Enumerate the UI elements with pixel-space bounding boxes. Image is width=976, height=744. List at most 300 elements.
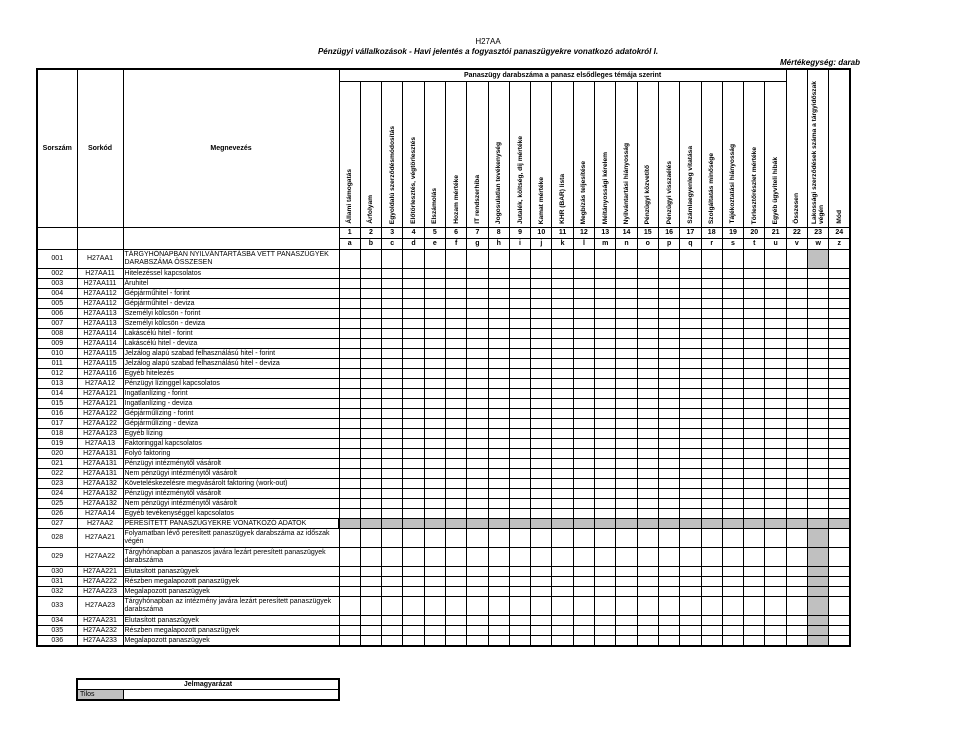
data-cell[interactable] <box>658 616 679 626</box>
data-cell[interactable] <box>509 389 530 399</box>
data-cell[interactable] <box>445 479 466 489</box>
data-cell[interactable] <box>467 349 488 359</box>
data-cell[interactable] <box>808 399 829 409</box>
data-cell[interactable] <box>808 319 829 329</box>
data-cell[interactable] <box>360 479 381 489</box>
data-cell[interactable] <box>680 509 701 519</box>
data-cell[interactable] <box>658 509 679 519</box>
data-cell[interactable] <box>616 548 637 567</box>
data-cell[interactable] <box>424 409 445 419</box>
data-cell[interactable] <box>765 319 786 329</box>
data-cell[interactable] <box>467 509 488 519</box>
data-cell[interactable] <box>595 289 616 299</box>
data-cell[interactable] <box>445 519 466 529</box>
data-cell[interactable] <box>424 269 445 279</box>
data-cell[interactable] <box>339 597 360 616</box>
data-cell[interactable] <box>701 289 722 299</box>
data-cell[interactable] <box>552 489 573 499</box>
data-cell[interactable] <box>744 509 765 519</box>
data-cell[interactable] <box>552 339 573 349</box>
data-cell[interactable] <box>531 519 552 529</box>
data-cell[interactable] <box>616 379 637 389</box>
data-cell[interactable] <box>403 519 424 529</box>
data-cell[interactable] <box>360 369 381 379</box>
data-cell[interactable] <box>552 369 573 379</box>
data-cell[interactable] <box>552 479 573 489</box>
data-cell[interactable] <box>360 250 381 269</box>
data-cell[interactable] <box>424 309 445 319</box>
data-cell[interactable] <box>382 369 403 379</box>
data-cell[interactable] <box>722 369 743 379</box>
data-cell[interactable] <box>360 359 381 369</box>
data-cell[interactable] <box>360 379 381 389</box>
data-cell[interactable] <box>658 529 679 548</box>
data-cell[interactable] <box>744 567 765 577</box>
data-cell[interactable] <box>744 379 765 389</box>
data-cell[interactable] <box>382 379 403 389</box>
data-cell[interactable] <box>829 489 850 499</box>
data-cell[interactable] <box>382 399 403 409</box>
data-cell[interactable] <box>808 567 829 577</box>
data-cell[interactable] <box>616 439 637 449</box>
data-cell[interactable] <box>360 529 381 548</box>
data-cell[interactable] <box>382 359 403 369</box>
data-cell[interactable] <box>509 459 530 469</box>
data-cell[interactable] <box>722 449 743 459</box>
data-cell[interactable] <box>637 269 658 279</box>
data-cell[interactable] <box>360 519 381 529</box>
data-cell[interactable] <box>467 369 488 379</box>
data-cell[interactable] <box>765 309 786 319</box>
data-cell[interactable] <box>339 319 360 329</box>
data-cell[interactable] <box>531 449 552 459</box>
data-cell[interactable] <box>744 339 765 349</box>
data-cell[interactable] <box>488 577 509 587</box>
data-cell[interactable] <box>552 389 573 399</box>
data-cell[interactable] <box>424 299 445 309</box>
data-cell[interactable] <box>488 509 509 519</box>
data-cell[interactable] <box>360 269 381 279</box>
data-cell[interactable] <box>424 289 445 299</box>
data-cell[interactable] <box>701 379 722 389</box>
data-cell[interactable] <box>786 289 807 299</box>
data-cell[interactable] <box>424 567 445 577</box>
data-cell[interactable] <box>829 597 850 616</box>
data-cell[interactable] <box>360 339 381 349</box>
data-cell[interactable] <box>467 616 488 626</box>
data-cell[interactable] <box>680 548 701 567</box>
data-cell[interactable] <box>701 626 722 636</box>
data-cell[interactable] <box>722 469 743 479</box>
data-cell[interactable] <box>445 359 466 369</box>
data-cell[interactable] <box>403 597 424 616</box>
data-cell[interactable] <box>744 439 765 449</box>
data-cell[interactable] <box>573 369 594 379</box>
data-cell[interactable] <box>701 469 722 479</box>
data-cell[interactable] <box>829 409 850 419</box>
data-cell[interactable] <box>744 419 765 429</box>
data-cell[interactable] <box>808 359 829 369</box>
data-cell[interactable] <box>744 369 765 379</box>
data-cell[interactable] <box>360 389 381 399</box>
data-cell[interactable] <box>616 339 637 349</box>
data-cell[interactable] <box>701 409 722 419</box>
data-cell[interactable] <box>403 469 424 479</box>
data-cell[interactable] <box>509 597 530 616</box>
data-cell[interactable] <box>701 329 722 339</box>
data-cell[interactable] <box>637 636 658 647</box>
data-cell[interactable] <box>680 479 701 489</box>
data-cell[interactable] <box>339 339 360 349</box>
data-cell[interactable] <box>339 567 360 577</box>
data-cell[interactable] <box>339 269 360 279</box>
data-cell[interactable] <box>701 548 722 567</box>
data-cell[interactable] <box>509 409 530 419</box>
data-cell[interactable] <box>786 309 807 319</box>
data-cell[interactable] <box>701 597 722 616</box>
data-cell[interactable] <box>424 519 445 529</box>
data-cell[interactable] <box>829 469 850 479</box>
data-cell[interactable] <box>680 319 701 329</box>
data-cell[interactable] <box>765 567 786 577</box>
data-cell[interactable] <box>382 519 403 529</box>
data-cell[interactable] <box>552 499 573 509</box>
data-cell[interactable] <box>637 459 658 469</box>
data-cell[interactable] <box>509 429 530 439</box>
data-cell[interactable] <box>595 499 616 509</box>
data-cell[interactable] <box>637 469 658 479</box>
data-cell[interactable] <box>701 587 722 597</box>
data-cell[interactable] <box>595 339 616 349</box>
data-cell[interactable] <box>829 309 850 319</box>
data-cell[interactable] <box>744 626 765 636</box>
data-cell[interactable] <box>467 587 488 597</box>
data-cell[interactable] <box>680 567 701 577</box>
data-cell[interactable] <box>531 597 552 616</box>
data-cell[interactable] <box>509 339 530 349</box>
data-cell[interactable] <box>339 449 360 459</box>
data-cell[interactable] <box>339 489 360 499</box>
data-cell[interactable] <box>424 349 445 359</box>
data-cell[interactable] <box>403 369 424 379</box>
data-cell[interactable] <box>786 250 807 269</box>
data-cell[interactable] <box>339 359 360 369</box>
data-cell[interactable] <box>382 636 403 647</box>
data-cell[interactable] <box>573 449 594 459</box>
data-cell[interactable] <box>808 309 829 319</box>
data-cell[interactable] <box>701 369 722 379</box>
data-cell[interactable] <box>744 359 765 369</box>
data-cell[interactable] <box>765 616 786 626</box>
data-cell[interactable] <box>829 449 850 459</box>
data-cell[interactable] <box>488 309 509 319</box>
data-cell[interactable] <box>701 250 722 269</box>
data-cell[interactable] <box>744 479 765 489</box>
data-cell[interactable] <box>360 587 381 597</box>
data-cell[interactable] <box>467 289 488 299</box>
data-cell[interactable] <box>573 439 594 449</box>
data-cell[interactable] <box>488 409 509 419</box>
data-cell[interactable] <box>765 349 786 359</box>
data-cell[interactable] <box>637 349 658 359</box>
data-cell[interactable] <box>573 319 594 329</box>
data-cell[interactable] <box>765 250 786 269</box>
data-cell[interactable] <box>467 409 488 419</box>
data-cell[interactable] <box>445 419 466 429</box>
data-cell[interactable] <box>339 429 360 439</box>
data-cell[interactable] <box>360 509 381 519</box>
data-cell[interactable] <box>573 279 594 289</box>
data-cell[interactable] <box>808 469 829 479</box>
data-cell[interactable] <box>382 389 403 399</box>
data-cell[interactable] <box>637 548 658 567</box>
data-cell[interactable] <box>360 309 381 319</box>
data-cell[interactable] <box>573 636 594 647</box>
data-cell[interactable] <box>722 587 743 597</box>
data-cell[interactable] <box>786 349 807 359</box>
data-cell[interactable] <box>616 419 637 429</box>
data-cell[interactable] <box>765 469 786 479</box>
data-cell[interactable] <box>339 459 360 469</box>
data-cell[interactable] <box>701 489 722 499</box>
data-cell[interactable] <box>786 409 807 419</box>
data-cell[interactable] <box>403 299 424 309</box>
data-cell[interactable] <box>595 379 616 389</box>
data-cell[interactable] <box>722 349 743 359</box>
data-cell[interactable] <box>595 409 616 419</box>
data-cell[interactable] <box>531 429 552 439</box>
data-cell[interactable] <box>722 616 743 626</box>
data-cell[interactable] <box>467 459 488 469</box>
data-cell[interactable] <box>424 319 445 329</box>
data-cell[interactable] <box>339 439 360 449</box>
data-cell[interactable] <box>808 289 829 299</box>
data-cell[interactable] <box>488 489 509 499</box>
data-cell[interactable] <box>658 389 679 399</box>
data-cell[interactable] <box>595 469 616 479</box>
data-cell[interactable] <box>786 379 807 389</box>
data-cell[interactable] <box>744 587 765 597</box>
data-cell[interactable] <box>573 309 594 319</box>
data-cell[interactable] <box>786 499 807 509</box>
data-cell[interactable] <box>445 529 466 548</box>
data-cell[interactable] <box>808 250 829 269</box>
data-cell[interactable] <box>680 626 701 636</box>
data-cell[interactable] <box>701 519 722 529</box>
data-cell[interactable] <box>552 636 573 647</box>
data-cell[interactable] <box>786 429 807 439</box>
data-cell[interactable] <box>424 279 445 289</box>
data-cell[interactable] <box>573 597 594 616</box>
data-cell[interactable] <box>595 577 616 587</box>
data-cell[interactable] <box>658 279 679 289</box>
data-cell[interactable] <box>829 419 850 429</box>
data-cell[interactable] <box>786 299 807 309</box>
data-cell[interactable] <box>424 419 445 429</box>
data-cell[interactable] <box>424 489 445 499</box>
data-cell[interactable] <box>360 409 381 419</box>
data-cell[interactable] <box>360 469 381 479</box>
data-cell[interactable] <box>509 419 530 429</box>
data-cell[interactable] <box>445 548 466 567</box>
data-cell[interactable] <box>360 577 381 587</box>
data-cell[interactable] <box>509 299 530 309</box>
data-cell[interactable] <box>722 509 743 519</box>
data-cell[interactable] <box>509 309 530 319</box>
data-cell[interactable] <box>488 369 509 379</box>
data-cell[interactable] <box>403 509 424 519</box>
data-cell[interactable] <box>595 626 616 636</box>
data-cell[interactable] <box>680 459 701 469</box>
data-cell[interactable] <box>403 567 424 577</box>
data-cell[interactable] <box>680 577 701 587</box>
data-cell[interactable] <box>488 548 509 567</box>
data-cell[interactable] <box>424 379 445 389</box>
data-cell[interactable] <box>509 567 530 577</box>
data-cell[interactable] <box>403 479 424 489</box>
data-cell[interactable] <box>722 636 743 647</box>
data-cell[interactable] <box>509 529 530 548</box>
data-cell[interactable] <box>382 439 403 449</box>
data-cell[interactable] <box>360 289 381 299</box>
data-cell[interactable] <box>616 587 637 597</box>
data-cell[interactable] <box>808 519 829 529</box>
data-cell[interactable] <box>658 479 679 489</box>
data-cell[interactable] <box>573 577 594 587</box>
data-cell[interactable] <box>765 419 786 429</box>
data-cell[interactable] <box>701 319 722 329</box>
data-cell[interactable] <box>488 616 509 626</box>
data-cell[interactable] <box>488 359 509 369</box>
data-cell[interactable] <box>595 597 616 616</box>
data-cell[interactable] <box>744 469 765 479</box>
data-cell[interactable] <box>765 329 786 339</box>
data-cell[interactable] <box>765 439 786 449</box>
data-cell[interactable] <box>658 587 679 597</box>
data-cell[interactable] <box>552 299 573 309</box>
data-cell[interactable] <box>360 349 381 359</box>
data-cell[interactable] <box>701 359 722 369</box>
data-cell[interactable] <box>637 479 658 489</box>
data-cell[interactable] <box>786 439 807 449</box>
data-cell[interactable] <box>382 587 403 597</box>
data-cell[interactable] <box>658 577 679 587</box>
data-cell[interactable] <box>403 419 424 429</box>
data-cell[interactable] <box>680 399 701 409</box>
data-cell[interactable] <box>595 279 616 289</box>
data-cell[interactable] <box>531 469 552 479</box>
data-cell[interactable] <box>445 567 466 577</box>
data-cell[interactable] <box>829 329 850 339</box>
data-cell[interactable] <box>829 299 850 309</box>
data-cell[interactable] <box>765 479 786 489</box>
data-cell[interactable] <box>445 299 466 309</box>
data-cell[interactable] <box>658 626 679 636</box>
data-cell[interactable] <box>552 279 573 289</box>
data-cell[interactable] <box>658 459 679 469</box>
data-cell[interactable] <box>552 567 573 577</box>
data-cell[interactable] <box>808 548 829 567</box>
data-cell[interactable] <box>488 479 509 489</box>
data-cell[interactable] <box>829 567 850 577</box>
data-cell[interactable] <box>701 399 722 409</box>
data-cell[interactable] <box>637 319 658 329</box>
data-cell[interactable] <box>808 489 829 499</box>
data-cell[interactable] <box>552 309 573 319</box>
data-cell[interactable] <box>680 339 701 349</box>
data-cell[interactable] <box>531 499 552 509</box>
data-cell[interactable] <box>531 587 552 597</box>
data-cell[interactable] <box>424 479 445 489</box>
data-cell[interactable] <box>488 519 509 529</box>
data-cell[interactable] <box>701 269 722 279</box>
data-cell[interactable] <box>765 409 786 419</box>
data-cell[interactable] <box>722 626 743 636</box>
data-cell[interactable] <box>488 319 509 329</box>
data-cell[interactable] <box>488 449 509 459</box>
data-cell[interactable] <box>829 319 850 329</box>
data-cell[interactable] <box>701 309 722 319</box>
data-cell[interactable] <box>531 279 552 289</box>
data-cell[interactable] <box>531 577 552 587</box>
data-cell[interactable] <box>722 309 743 319</box>
data-cell[interactable] <box>680 489 701 499</box>
data-cell[interactable] <box>488 567 509 577</box>
data-cell[interactable] <box>658 289 679 299</box>
data-cell[interactable] <box>658 319 679 329</box>
data-cell[interactable] <box>744 309 765 319</box>
data-cell[interactable] <box>829 349 850 359</box>
data-cell[interactable] <box>786 489 807 499</box>
data-cell[interactable] <box>786 399 807 409</box>
data-cell[interactable] <box>445 577 466 587</box>
data-cell[interactable] <box>808 369 829 379</box>
data-cell[interactable] <box>573 379 594 389</box>
data-cell[interactable] <box>531 319 552 329</box>
data-cell[interactable] <box>680 449 701 459</box>
data-cell[interactable] <box>637 359 658 369</box>
data-cell[interactable] <box>445 279 466 289</box>
data-cell[interactable] <box>637 419 658 429</box>
data-cell[interactable] <box>701 499 722 509</box>
data-cell[interactable] <box>765 577 786 587</box>
data-cell[interactable] <box>382 299 403 309</box>
data-cell[interactable] <box>595 459 616 469</box>
data-cell[interactable] <box>552 597 573 616</box>
data-cell[interactable] <box>616 250 637 269</box>
data-cell[interactable] <box>786 359 807 369</box>
data-cell[interactable] <box>467 479 488 489</box>
data-cell[interactable] <box>786 567 807 577</box>
data-cell[interactable] <box>382 567 403 577</box>
data-cell[interactable] <box>509 626 530 636</box>
data-cell[interactable] <box>680 587 701 597</box>
data-cell[interactable] <box>808 577 829 587</box>
data-cell[interactable] <box>403 319 424 329</box>
data-cell[interactable] <box>467 299 488 309</box>
data-cell[interactable] <box>765 339 786 349</box>
data-cell[interactable] <box>424 389 445 399</box>
data-cell[interactable] <box>722 289 743 299</box>
data-cell[interactable] <box>722 548 743 567</box>
data-cell[interactable] <box>424 548 445 567</box>
data-cell[interactable] <box>658 369 679 379</box>
data-cell[interactable] <box>637 379 658 389</box>
data-cell[interactable] <box>467 339 488 349</box>
data-cell[interactable] <box>829 479 850 489</box>
data-cell[interactable] <box>339 349 360 359</box>
data-cell[interactable] <box>637 587 658 597</box>
